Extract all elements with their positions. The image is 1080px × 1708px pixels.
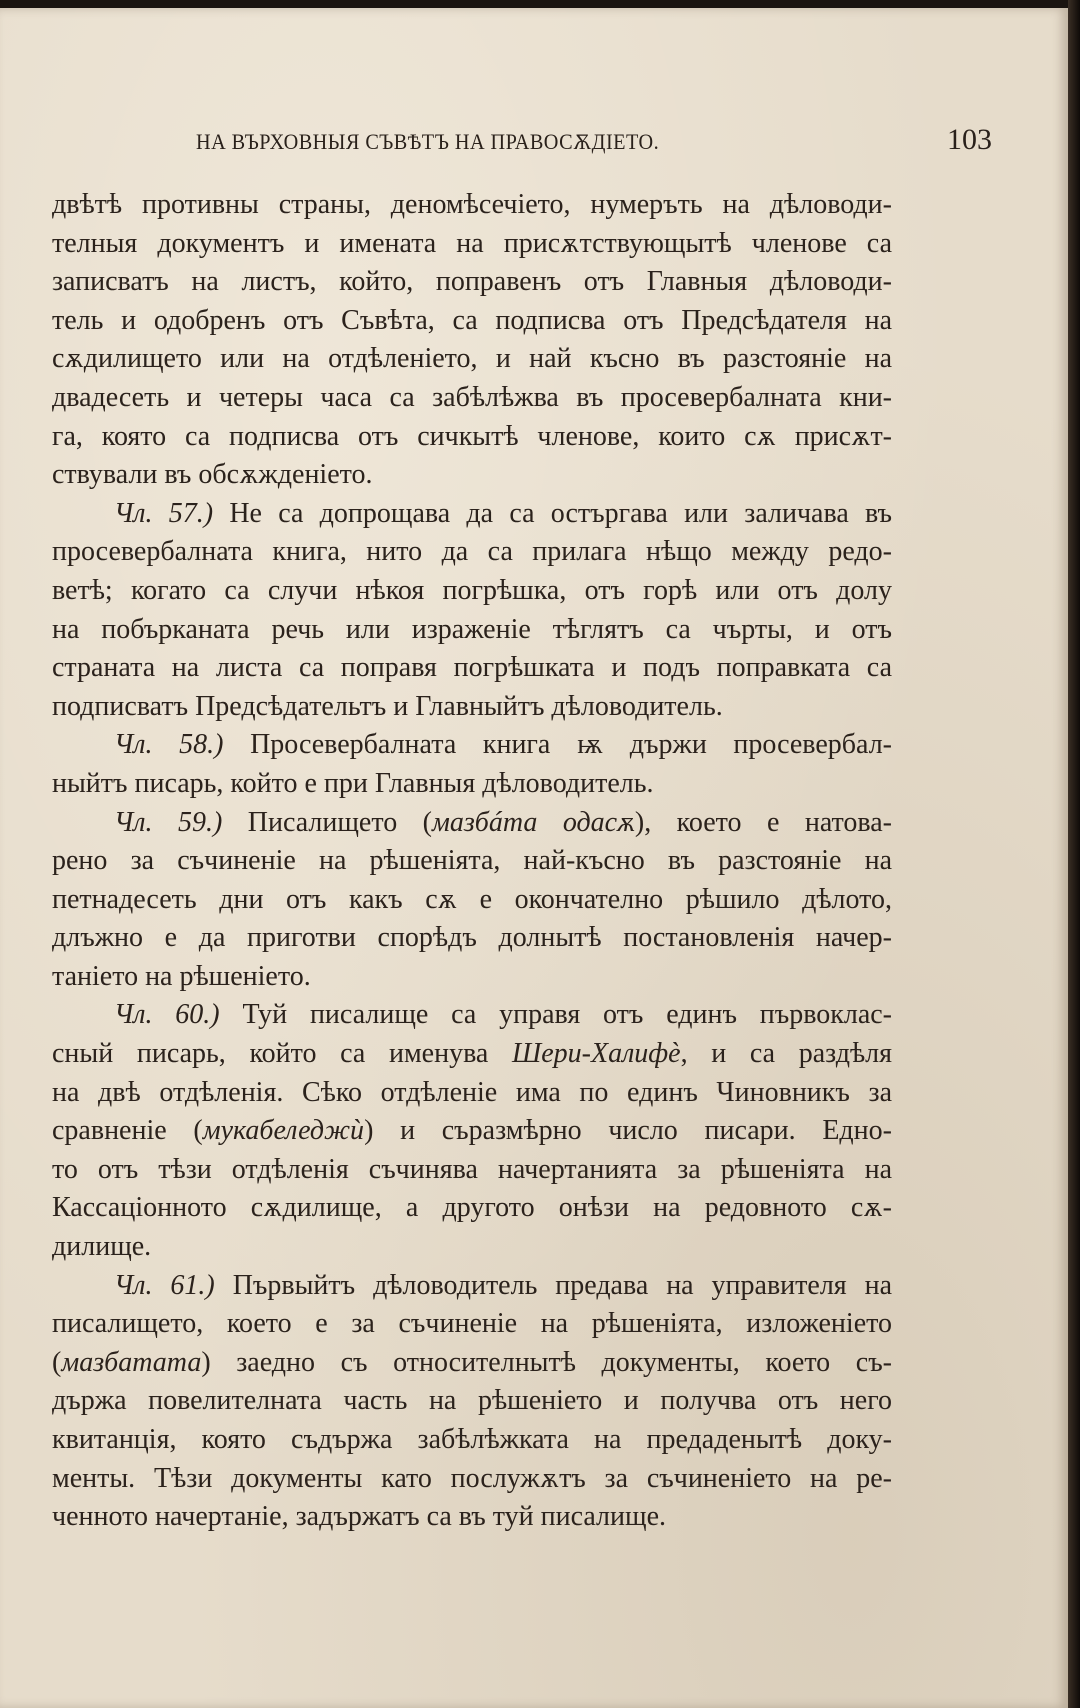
text-line: просевербалната книга, нито да са прилага нѣщо между редо-: [52, 536, 892, 568]
text-line: телныя документъ и имената на присѫтствующытѣ членове са: [52, 227, 892, 259]
text-line: таніето на рѣшеніето.: [52, 960, 311, 992]
text-segment: (: [52, 1346, 62, 1378]
text-segment: ) заедно съ относителнытѣ документы, което съ-: [201, 1346, 892, 1378]
book-spine-edge: [1068, 0, 1080, 1708]
text-segment: , и са раздѣля: [680, 1038, 892, 1070]
text-segment: ), което е натова-: [634, 806, 892, 838]
text-line: менты. Тѣзи документы като послужѫтъ за съчиненіето на ре-: [52, 1462, 892, 1494]
text-line: подписватъ Предсѣдательтъ и Главныйтъ дѣловодитель.: [52, 690, 723, 722]
text-line: [52, 1112, 892, 1151]
text-line: двѣтѣ противны страны, деномѣсечіето, нумеръть на дѣловоди-: [52, 189, 892, 220]
text-line: писалището, което е за съчиненіе на рѣшеніята, изложеніето: [52, 1308, 892, 1340]
article-57: [52, 495, 892, 727]
text-line: [52, 996, 892, 1035]
text-line: сѫдилището или на отдѣленіето, и най късно въ разстояніе на: [52, 343, 892, 375]
article-58: [52, 726, 892, 803]
text-line: [52, 1344, 892, 1383]
text-line: га, която са подписва отъ сичкытѣ членове, които сѫ присѫт-: [52, 420, 892, 452]
page-header: [48, 123, 1004, 163]
paragraph: [52, 186, 892, 495]
page-number: 103: [947, 123, 992, 156]
italic-term: мазбатата: [61, 1346, 202, 1378]
article-61: [52, 1267, 892, 1537]
text-line: петнадесеть дни отъ какъ сѫ е окончателно рѣшило дѣлото,: [52, 883, 892, 915]
text-line: [52, 495, 892, 534]
text-segment: Туй писалище са управя отъ единъ първоклас-: [242, 999, 893, 1031]
text-line: тель и одобренъ отъ Съвѣта, са подписва отъ Предсѣдателя на: [52, 304, 892, 336]
text-line: на побърканата речь или израженіе тѣглятъ са чърты, и отъ: [52, 613, 892, 645]
text-line: ныйтъ писарь, който е при Главныя дѣловодитель.: [52, 767, 654, 799]
text-segment: Не са допрощава да са остъргава или заличава въ: [229, 497, 892, 529]
text-line: то отъ тѣзи отдѣленія съчинява начертанията за рѣшеніята на: [52, 1153, 892, 1185]
text-line: Кассаціонното сѫдилище, а другото онѣзи на редовното сѫ-: [52, 1192, 892, 1224]
text-line: длъжно е да приготви спорѣдъ долнытѣ постановленія начер-: [52, 922, 892, 954]
text-line: [52, 1267, 892, 1306]
text-line: записватъ на листъ, който, поправенъ отъ Главныя дѣловоди-: [52, 266, 892, 298]
text-segment: ) и съразмѣрно число писари. Едно-: [364, 1115, 892, 1147]
text-segment: Писалището (: [247, 806, 432, 838]
body-text: [52, 186, 892, 1537]
article-number: Чл. 61.): [114, 1269, 215, 1301]
text-segment: сный писарь, който са именува: [52, 1038, 513, 1070]
text-line: ветѣ; когато са случи нѣкоя погрѣшка, отъ горѣ или отъ долу: [52, 574, 892, 606]
text-line: държа повелителната часть на рѣшеніето и получва отъ него: [52, 1385, 892, 1417]
text-line: ченното начертаніе, задържатъ са въ туй писалище.: [52, 1501, 666, 1533]
article-number: Чл. 58.): [114, 729, 224, 761]
text-segment: сравненіе (: [52, 1115, 203, 1147]
text-line: квитанція, която съдържа забѣлѣжката на предаденытѣ доку-: [52, 1424, 892, 1455]
article-59: [52, 804, 892, 997]
text-line: ствували въ обсѫжденіето.: [52, 459, 373, 491]
italic-term: мазбáта одасѫ: [431, 806, 635, 838]
article-number: Чл. 57.): [114, 497, 214, 529]
article-number: Чл. 60.): [114, 999, 220, 1031]
text-line: рено за съчиненіе на рѣшеніята, най-късно въ разстояніе на: [52, 845, 892, 877]
italic-term: мукабеледжѝ: [202, 1115, 365, 1147]
article-number: Чл. 59.): [114, 806, 223, 838]
text-segment: Просевербалната книга ѭ държи просевербал-: [250, 729, 892, 761]
italic-term: Шери-Халифѐ: [512, 1038, 681, 1070]
text-line: [52, 726, 892, 765]
text-line: страната на листа са поправя погрѣшката и подъ поправката са: [52, 652, 892, 684]
book-page: [0, 8, 1068, 1708]
text-line: дилище.: [52, 1231, 152, 1263]
text-line: на двѣ отдѣленія. Сѣко отдѣленіе има по единъ Чиновникъ за: [52, 1076, 892, 1108]
text-line: [52, 804, 892, 843]
text-line: двадесеть и четеры часа са забѣлѣжва въ просевербалната кни-: [52, 381, 892, 413]
text-line: [52, 1035, 892, 1074]
text-segment: Първыйтъ дѣловодитель предава на управителя на: [232, 1269, 893, 1301]
running-title: НА ВЪРХОВНЫЯ СЪВѢТЪ НА ПРАВОСѪДІЕТО.: [196, 129, 660, 154]
article-60: [52, 996, 892, 1266]
